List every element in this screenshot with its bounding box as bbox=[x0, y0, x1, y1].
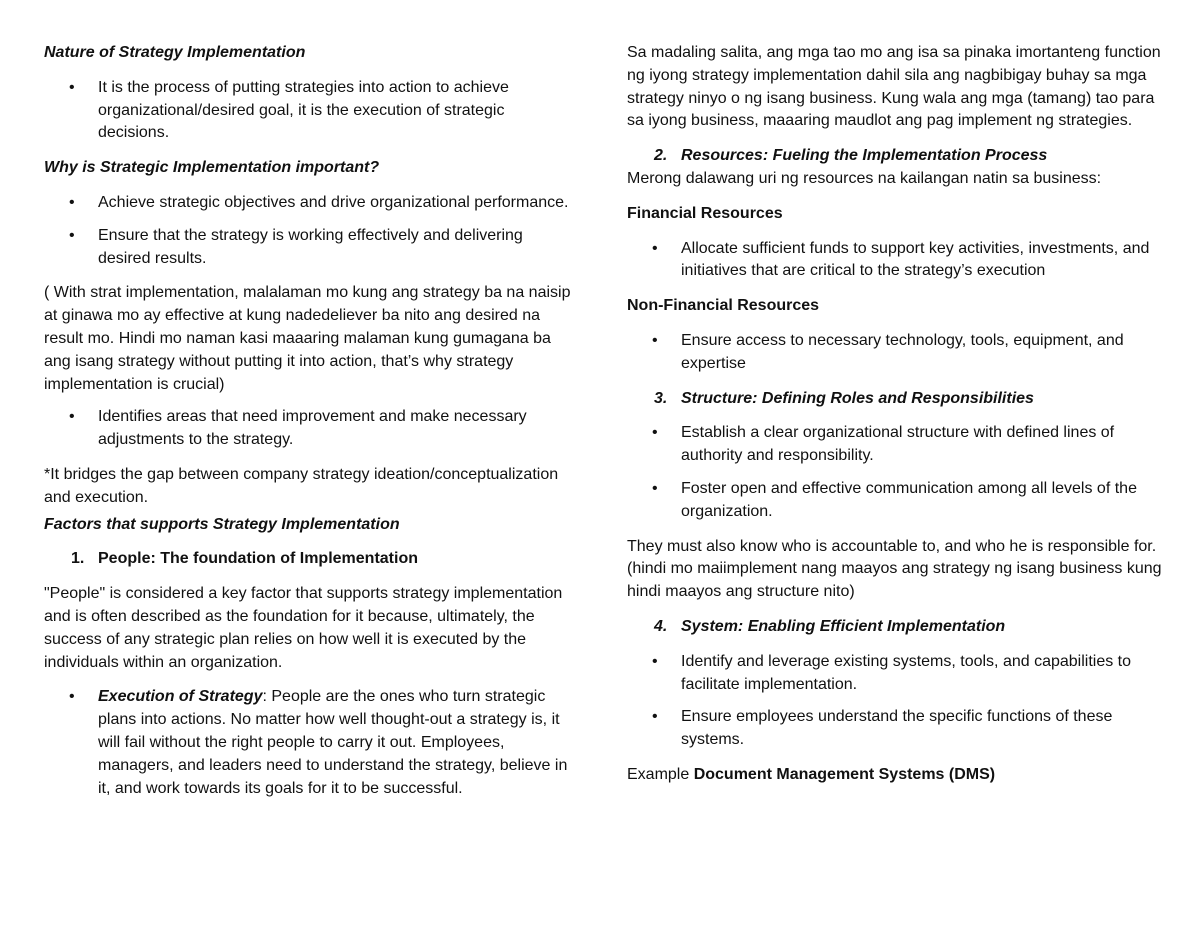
list-item: • Establish a clear organizational structure with defined lines of authority and responsibility. bbox=[627, 422, 1162, 468]
people-list bbox=[44, 686, 574, 800]
list-item: • Identifies areas that need improvement and make necessary adjustments to the strategy. bbox=[44, 406, 574, 452]
why-note: ( With strat implementation, malalaman mo kung ang strategy ba na naisip at ginawa mo ay effective at kung nadedeliever ba nito ang desired na result mo. Hindi mo naman kasi maaaring malaman kung gumagana ba ang isang strategy without putting it into action, that’s why strategy implementation is crucial) bbox=[44, 284, 571, 393]
execution-text: : People are the ones who turn strategic plans into actions. No matter how well thought-out a strategy is, it will fail without the right people to carry it out. Employees, managers, and leaders need to understand the strategy, believe in it, and work towards its goals for it to be successful. bbox=[98, 688, 568, 797]
example-dms: Document Management Systems (DMS) bbox=[693, 765, 996, 783]
factor-2-number: 2. bbox=[654, 147, 668, 165]
factor-2-title: Resources: Fueling the Implementation Process bbox=[681, 147, 1048, 165]
why-list-2 bbox=[44, 406, 574, 452]
list-item bbox=[44, 686, 574, 800]
why-list bbox=[44, 192, 574, 270]
factor-2-heading bbox=[627, 145, 1162, 168]
list-item: • Ensure that the strategy is working effectively and delivering desired results. bbox=[44, 225, 574, 271]
heading-factors: Factors that supports Strategy Implementation bbox=[44, 515, 400, 533]
heading-nature: Nature of Strategy Implementation bbox=[44, 44, 306, 61]
factor-4-heading bbox=[627, 616, 1162, 639]
people-paragraph: "People" is considered a key factor that supports strategy implementation and is often described as the foundation for it because, ultimately, the success of any strategic plan relies on how well it is executed by the individuals within an organization. bbox=[44, 585, 563, 671]
financial-list bbox=[627, 238, 1162, 284]
list-item: • Achieve strategic objectives and drive organizational performance. bbox=[44, 192, 574, 215]
factor-3-heading bbox=[627, 388, 1162, 411]
structure-note: They must also know who is accountable to, and who he is responsible for. (hindi mo maiimplement nang maayos ang strategy ng isang business kung hindi maayos ang structure nito) bbox=[627, 537, 1162, 601]
factor-4-number: 4. bbox=[654, 617, 668, 635]
nature-list bbox=[44, 77, 574, 145]
factor-1-heading bbox=[44, 548, 574, 571]
left-column bbox=[44, 42, 574, 800]
list-item: • Allocate sufficient funds to support key activities, investments, and initiatives that are critical to the strategy’s execution bbox=[627, 238, 1162, 284]
list-item: • It is the process of putting strategies into action to achieve organizational/desired goal, it is the execution of strategic decisions. bbox=[44, 77, 574, 145]
nonfinancial-list bbox=[627, 330, 1162, 376]
bridge-note: *It bridges the gap between company strategy ideation/conceptualization and execution. bbox=[44, 465, 559, 506]
list-item: • Identify and leverage existing systems, tools, and capabilities to facilitate implementation. bbox=[627, 651, 1162, 697]
factor-3-title: Structure: Defining Roles and Responsibilities bbox=[681, 389, 1034, 407]
factor-4-title: System: Enabling Efficient Implementation bbox=[681, 617, 1006, 635]
execution-label: Execution of Strategy bbox=[98, 688, 263, 706]
structure-list bbox=[627, 422, 1162, 523]
resources-intro: Merong dalawang uri ng resources na kailangan natin sa business: bbox=[627, 169, 1102, 187]
list-item: • Ensure access to necessary technology, tools, equipment, and expertise bbox=[627, 330, 1162, 376]
heading-why: Why is Strategic Implementation important? bbox=[44, 159, 380, 177]
factor-1-title: People: The foundation of Implementation bbox=[98, 550, 418, 568]
people-tagalog-paragraph: Sa madaling salita, ang mga tao mo ang isa sa pinaka imortanteng function ng iyong strategy implementation dahil sila ang nagbibigay buhay sa mga strategy ninyo o ng isang business. Kung wala ang mga (tamang) tao para sa iyong business, maaaring maudlot ang pag implement ng strategies. bbox=[627, 44, 1161, 130]
example-line bbox=[627, 764, 1162, 787]
list-item: • Foster open and effective communication among all levels of the organization. bbox=[627, 478, 1162, 524]
factor-1-number: 1. bbox=[71, 550, 85, 568]
factor-3-number: 3. bbox=[654, 389, 668, 407]
financial-heading: Financial Resources bbox=[627, 204, 783, 222]
list-item: • Ensure employees understand the specific functions of these systems. bbox=[627, 706, 1162, 752]
right-column bbox=[627, 42, 1162, 787]
example-prefix: Example bbox=[627, 765, 694, 783]
system-list bbox=[627, 651, 1162, 752]
nonfinancial-heading: Non-Financial Resources bbox=[627, 297, 820, 315]
